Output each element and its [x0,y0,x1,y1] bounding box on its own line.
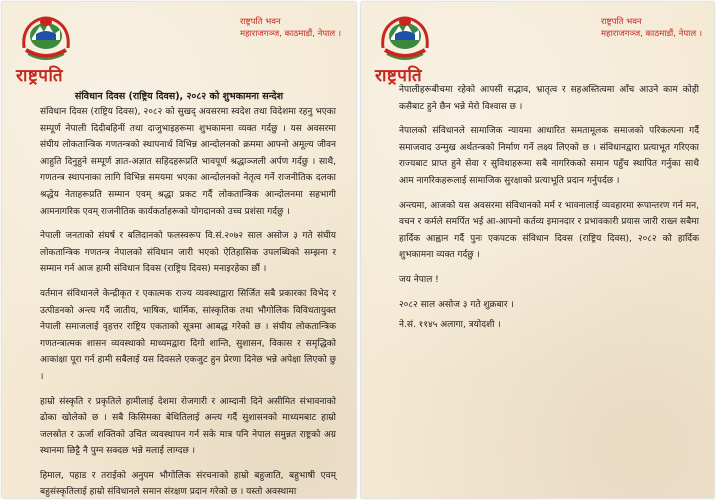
address-block [240,16,341,40]
message-title: संविधान दिवस (राष्ट्रिय दिवस), २०८२ को शुभकामना सन्देश [74,91,284,102]
date-line: २०८२ साल असोज ३ गते शुक्रबार । [399,299,514,310]
nepal-emblem-icon [377,10,433,64]
address-line-2: महाराजगञ्ज, काठमाडौं, नेपाल । [601,29,703,39]
address-line-1: राष्ट्रपति भवन [240,17,281,27]
brand-title: राष्ट्रपति [16,66,64,86]
paragraph: वर्तमान संविधानले केन्द्रीकृत र एकात्मक राज्य व्यवस्थाद्वारा सिर्जित सबै प्रकारका विभेद र उत्पीडनको अन्त्य गर्दै जातीय, भाषिक, धार्मिक, सांस्कृतिक तथा भौगोलिक विविधतायुक्त नेपाली समाजलाई वृहत्तर राष्ट्रिय एकताको सूत्रमा आबद्ध गरेको छ । संघीय लोकतान्त्रिक गणतन्त्रात्मक शासन व्यवस्थाको माध्यमद्वारा दिगो शान्ति, सुशासन, विकास र समृद्धिको आकांक्षा पूरा गर्न हामी सबैलाई यस दिवसले एकजुट हुन प्रेरणा दिनेछ भन्ने अपेक्षा लिएको छु । [40,288,336,382]
paragraph: संविधान दिवस (राष्ट्रिय दिवस), २०८२ को सुखद् अवसरमा स्वदेश तथा विदेशमा रहनु भएका सम्पूर्ण नेपाली दिदीबहिनीं तथा दाजुभाइहरूमा शुभकामना व्यक्त गर्दछु । यस अवसरमा संघीय लोकतान्त्रिक गणतन्त्रको स्थापनार्थ विभिन्न आन्दोलनको क्रममा आफ्नो अमूल्य जीवन आहुति दिनुहुने सम्पूर्ण ज्ञात-अज्ञात सहिदहरूप्रति भावपूर्ण श्रद्धाञ्जली अर्पण गर्दछु । साथै, गणतन्त्र स्थापनाका लागि विभिन्न समयमा भएका आन्दोलनको नेतृत्व गर्ने राजनीतिक दलका श्रद्धेय नेताहरूप्रति सम्मान एवम् श्रद्धा प्रकट गर्दै लोकतान्त्रिक आन्दोलनमा सहभागी आमनागरिक एवम् राजनीतिक कार्यकर्ताहरूको योगदानको उच्च प्रशंसा गर्दछु । [40,107,336,217]
paragraph: हाम्रो संस्कृति र प्रकृतिले हामीलाई देशमा रोजगारी र आम्दानी दिने असीमित संभावनाको ढोका खोलेको छ । सबै किसिमका बेथितिलाई अन्त्य गर्दै सुशासनको माध्यमबाट हाम्रो जलस्रोत र ऊर्जा शक्तिको उचित व्यवस्थापन गर्न सके मात्र पनि नेपाल समुन्नत राष्ट्रको अग्र स्थानमा छिट्टै नै पुग्न सक्दछ भन्ने मलाई लाग्दछ । [40,396,336,457]
nepal-emblem-icon [18,10,74,64]
address-block [601,16,702,40]
message-body-page-1 [40,104,336,498]
brand-title: राष्ट्रपति [375,66,423,86]
closing-salutation: जय नेपाल ! [399,274,439,285]
letter-page-1 [2,2,356,498]
paragraph: हिमाल, पहाड र तराईको अनुपम भौगोलिक संरचनाको हाम्रो बहुजाति, बहुभाषी एवम् बहुसंस्कृतिलाई हाम्रो संविधानले समान संरक्षण प्रदान गरेको छ । यस्तो अवस्थामा [40,470,336,498]
letter-page-2 [361,2,714,498]
paragraph: नेपालको संविधानले सामाजिक न्यायमा आधारित समतामूलक समाजको परिकल्पना गर्दै समाजवाद उन्मुख अर्थतन्त्रको निर्माण गर्ने लक्ष्य लिएको छ । संविधानद्वारा प्रत्याभूत गरिएका राज्यबाट प्राप्त हुने सेवा र सुविधाहरूमा सबै नागरिकको समान पहुँच स्थापित गर्नुका साथै आम नागरिकहरूलाई सामाजिक सुरक्षाको प्रत्याभूति प्रदान गर्नुपर्दछ । [399,126,699,186]
nepal-sambat-date-line: ने.सं. ११४५ अलागा, त्रयोदशी । [399,320,501,331]
paragraph: नेपाली जनताको संघर्ष र बलिदानको फलस्वरूप वि.सं.२०७२ साल असोज ३ गते संघीय लोकतान्त्रिक गणतन्त्र नेपालको संविधान जारी भएको ऐतिहासिक उपलब्धिको सम्झना र सम्मान गर्न आज हामी संविधान दिवस (राष्ट्रिय दिवस) मनाइरहेका छौं । [40,231,336,275]
message-body-page-2 [399,82,699,342]
paragraph: नेपालीहरूबीचमा रहेको आपसी सद्भाव, भ्रातृत्व र सहअस्तित्वमा आँच आउने काम कोही कसैबाट हुने छैन भन्ने मेरो विश्वास छ । [399,85,699,112]
address-line-1: राष्ट्रपति भवन [601,17,642,27]
paragraph: अन्त्यमा, आजको यस अवसरमा संविधानको मर्म र भावनालाई व्यवहारमा रूपान्तरण गर्न मन, वचन र कर्मले समर्पित भई आ-आफ्नो कर्तव्य इमानदार र प्रभावकारी प्रयास जारी राख्न सबैमा हार्दिक आह्वान गर्दै पुनः एकपटक संविधान दिवस (राष्ट्रिय दिवस), २०८२ को हार्दिक शुभकामना व्यक्त गर्दछु । [399,200,699,261]
address-line-2: महाराजगञ्ज, काठमाडौं, नेपाल । [240,29,342,39]
